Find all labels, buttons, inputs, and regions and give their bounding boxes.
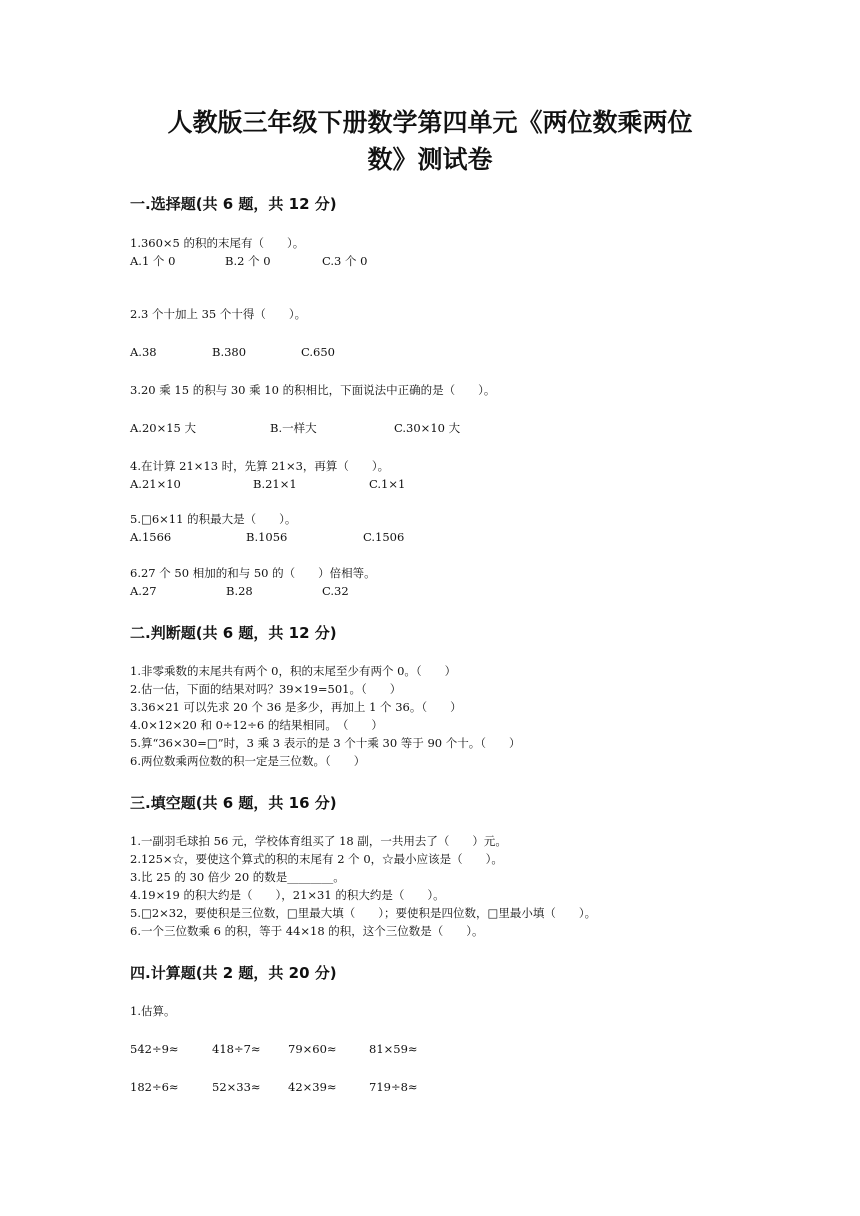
option-c: C.32 — [322, 584, 349, 598]
question-text: 2.3 个十加上 35 个十得（ ）。 — [130, 307, 307, 321]
estimate-item: 81×59≈ — [369, 1042, 418, 1056]
list-item: 2.估一估，下面的结果对吗？39×19=501。（ ） — [130, 682, 402, 696]
option-a: A.20×15 大 — [130, 421, 197, 435]
list-item: 3.36×21 可以先求 20 个 36 是多少，再加上 1 个 36。（ ） — [130, 700, 462, 714]
estimate-item: 542÷9≈ — [130, 1042, 179, 1056]
list-item: 2.125×☆，要使这个算式的积的末尾有 2 个 0，☆最小应该是（ ）。 — [130, 852, 503, 866]
section-heading-calculation: 四.计算题(共 2 题，共 20 分) — [130, 964, 337, 982]
option-c: C.650 — [301, 345, 335, 359]
list-item: 1.非零乘数的末尾共有两个 0，积的末尾至少有两个 0。（ ） — [130, 664, 457, 678]
list-item: 5.算“36×30=□”时，3 乘 3 表示的是 3 个十乘 30 等于 90 个十。（ ） — [130, 736, 521, 750]
estimate-item: 79×60≈ — [288, 1042, 337, 1056]
question-text: 5.□6×11 的积最大是（ ）。 — [130, 512, 297, 526]
question-text: 6.27 个 50 相加的和与 50 的（ ）倍相等。 — [130, 566, 376, 580]
question-text: 1.估算。 — [130, 1004, 176, 1018]
option-a: A.1 个 0 — [130, 254, 176, 268]
option-c: C.1506 — [363, 530, 405, 544]
title-line-1: 人教版三年级下册数学第四单元《两位数乘两位 — [167, 108, 693, 137]
option-a: A.1566 — [130, 530, 172, 544]
list-item: 6.两位数乘两位数的积一定是三位数。（ ） — [130, 754, 366, 768]
estimate-item: 418÷7≈ — [212, 1042, 261, 1056]
estimate-item: 42×39≈ — [288, 1080, 337, 1094]
list-item: 4.19×19 的积大约是（ ），21×31 的积大约是（ ）。 — [130, 888, 445, 902]
estimate-item: 182÷6≈ — [130, 1080, 179, 1094]
estimate-item: 52×33≈ — [212, 1080, 261, 1094]
option-b: B.380 — [212, 345, 247, 359]
section-heading-choice: 一.选择题(共 6 题，共 12 分) — [130, 195, 337, 213]
option-b: B.21×1 — [253, 477, 297, 491]
list-item: 6.一个三位数乘 6 的积，等于 44×18 的积，这个三位数是（ ）。 — [130, 924, 484, 938]
option-a: A.38 — [130, 345, 157, 359]
option-a: A.27 — [130, 584, 157, 598]
option-b: B.28 — [226, 584, 253, 598]
question-text: 4.在计算 21×13 时，先算 21×3，再算（ ）。 — [130, 459, 390, 473]
section-heading-fill-blank: 三.填空题(共 6 题，共 16 分) — [130, 794, 337, 812]
title-line-2: 数》测试卷 — [367, 145, 493, 174]
list-item: 3.比 25 的 30 倍少 20 的数是________。 — [130, 870, 345, 884]
option-b: B.一样大 — [270, 421, 317, 435]
estimate-item: 719÷8≈ — [369, 1080, 418, 1094]
option-b: B.2 个 0 — [225, 254, 271, 268]
option-c: C.30×10 大 — [394, 421, 461, 435]
option-c: C.1×1 — [369, 477, 406, 491]
option-c: C.3 个 0 — [322, 254, 368, 268]
option-b: B.1056 — [246, 530, 288, 544]
list-item: 4.0×12×20 和 0÷12÷6 的结果相同。 （ ） — [130, 718, 383, 732]
question-text: 3.20 乘 15 的积与 30 乘 10 的积相比，下面说法中正确的是（ ）。 — [130, 383, 496, 397]
option-a: A.21×10 — [130, 477, 181, 491]
question-text: 1.360×5 的积的末尾有（ ）。 — [130, 236, 305, 250]
section-heading-judgment: 二.判断题(共 6 题，共 12 分) — [130, 624, 337, 642]
list-item: 1.一副羽毛球拍 56 元，学校体育组买了 18 副，一共用去了（ ）元。 — [130, 834, 507, 848]
list-item: 5.□2×32，要使积是三位数，□里最大填（ ）；要使积是四位数，□里最小填（ ）。 — [130, 906, 597, 920]
exam-title — [130, 104, 730, 178]
